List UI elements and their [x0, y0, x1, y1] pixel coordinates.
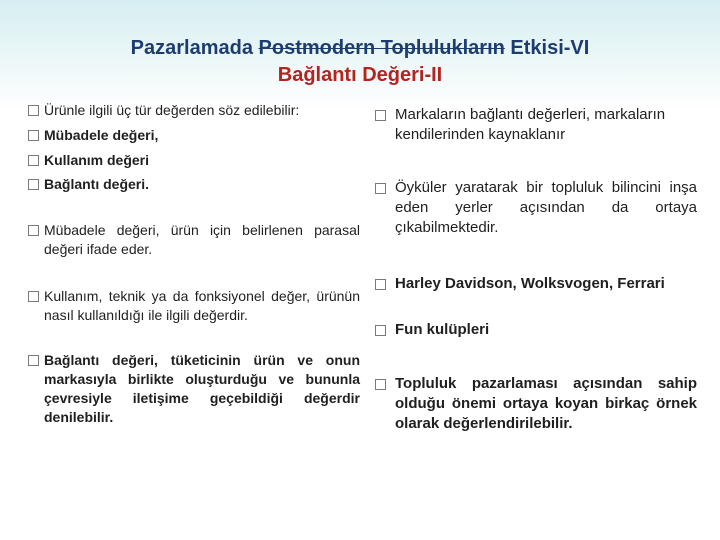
paragraph-text: Mübadele değeri, ürün için belirlenen parasal değeri ifade eder.: [44, 222, 360, 257]
bullet-icon: [28, 291, 39, 302]
paragraph-community-marketing: [375, 374, 697, 434]
bullet-icon: [375, 110, 386, 121]
bullet-icon: [375, 279, 386, 290]
bullet-icon: [28, 155, 39, 166]
bullet-icon: [28, 130, 39, 141]
title-part-2: Etkisi-VI: [504, 37, 590, 59]
paragraph-brand-examples: [375, 274, 697, 294]
bullet-icon: [28, 105, 39, 116]
paragraph-stories: [375, 178, 697, 238]
title-part-1: Pazarlamada: [130, 37, 259, 59]
paragraph-text: Kullanım, teknik ya da fonksiyonel değer, ürünün nasıl kullanıldığı ile ilgili değerdir.: [44, 288, 360, 323]
list-item-text: Bağlantı değeri.: [44, 176, 150, 192]
bullet-icon: [375, 183, 386, 194]
paragraph-connection-value: [28, 351, 360, 427]
paragraph-text: Fun kulüpleri: [395, 321, 490, 338]
list-item-text: Ürünle ilgili üç tür değerden söz edilebilir:: [44, 102, 300, 118]
list-item: [28, 175, 358, 194]
paragraph-text: Öyküler yaratarak bir topluluk bilincini inşa eden yerler açısından da ortaya çıkabilmektedir.: [395, 179, 697, 236]
title-struck-text: Postmodern Toplulukların: [258, 37, 505, 59]
paragraph-text: Harley Davidson, Wolksvogen, Ferrari: [395, 275, 665, 292]
bullet-icon: [28, 225, 39, 236]
bullet-icon: [28, 179, 39, 190]
slide-title: [0, 37, 720, 60]
paragraph-use-value: [28, 287, 360, 325]
list-item-text: Kullanım değeri: [44, 152, 150, 168]
list-item: [28, 126, 358, 145]
slide-subtitle: Bağlantı Değeri-II: [277, 64, 443, 86]
list-item: [28, 151, 358, 170]
paragraph-exchange-value: [28, 221, 360, 259]
paragraph-text: Bağlantı değeri, tüketicinin ürün ve onun markasıyla birlikte oluşturduğu ve bununla çevresiyle iletişime geçebildiği değerdir denilebilir.: [44, 352, 360, 425]
list-item-text: Mübadele değeri,: [44, 127, 159, 143]
bullet-icon: [375, 325, 386, 336]
paragraph-fun-clubs: [375, 320, 697, 340]
paragraph-brand-connection: [375, 105, 697, 145]
paragraph-text: Topluluk pazarlaması açısından sahip olduğu önemi ortaya koyan birkaç örnek olarak değerlendirilebilir.: [395, 375, 697, 432]
paragraph-text: Markaların bağlantı değerleri, markaların kendilerinden kaynaklanır: [395, 106, 666, 143]
bullet-icon: [375, 379, 386, 390]
bullet-icon: [28, 355, 39, 366]
list-item: [28, 101, 358, 120]
